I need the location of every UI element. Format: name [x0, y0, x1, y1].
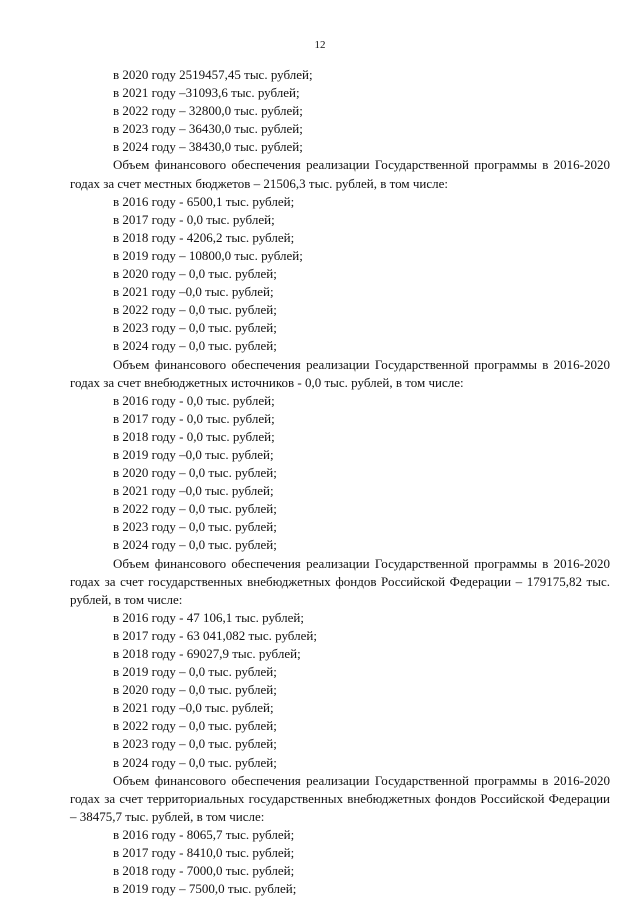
- year-line: в 2024 году – 0,0 тыс. рублей;: [113, 754, 277, 770]
- year-line: в 2018 году - 4206,2 тыс. рублей;: [113, 229, 295, 245]
- year-line: в 2017 году - 0,0 тыс. рублей;: [113, 410, 275, 426]
- year-list-territorial: [70, 826, 610, 898]
- year-line: в 2024 году – 38430,0 тыс. рублей;: [113, 139, 303, 155]
- year-line: в 2018 году - 7000,0 тыс. рублей;: [113, 863, 295, 879]
- year-line: в 2019 году –0,0 тыс. рублей;: [113, 446, 274, 462]
- year-line: в 2017 году - 0,0 тыс. рублей;: [113, 211, 275, 227]
- year-line: в 2019 году – 10800,0 тыс. рублей;: [113, 247, 303, 263]
- year-line: в 2020 году – 0,0 тыс. рублей;: [113, 682, 277, 698]
- year-line: в 2018 году - 69027,9 тыс. рублей;: [113, 646, 301, 661]
- paragraph-offbudget-sources: Объем финансового обеспечения реализации Государственной программы в 2016-2020 годах за счет внебюджетных источников - 0,0 тыс. рублей, в том числе:: [70, 356, 610, 390]
- year-line: в 2021 году –0,0 тыс. рублей;: [113, 284, 274, 300]
- year-line: в 2022 году – 0,0 тыс. рублей;: [113, 501, 277, 517]
- year-line: в 2024 году – 0,0 тыс. рублей;: [113, 537, 277, 553]
- paragraph-local-budgets: Объем финансового обеспечения реализации Государственной программы в 2016-2020 годах за счет местных бюджетов – 21506,3 тыс. рублей, в том числе:: [70, 157, 610, 191]
- year-line: в 2016 году - 47 106,1 тыс. рублей;: [113, 609, 304, 625]
- page-number: 12: [314, 39, 326, 51]
- year-line: в 2023 году – 0,0 тыс. рублей;: [113, 736, 277, 752]
- year-line: в 2018 году - 0,0 тыс. рублей;: [113, 428, 275, 444]
- year-list-offbudget: [70, 392, 610, 555]
- year-line: в 2016 году - 6500,1 тыс. рублей;: [113, 193, 295, 209]
- year-line: в 2016 году - 0,0 тыс. рублей;: [113, 392, 275, 408]
- year-line: в 2019 году – 7500,0 тыс. рублей;: [113, 881, 297, 897]
- year-line: в 2020 году – 0,0 тыс. рублей;: [113, 266, 277, 282]
- year-line: в 2021 году –0,0 тыс. рублей;: [113, 700, 274, 716]
- year-list-regional: [70, 66, 610, 156]
- year-list-state-funds: [70, 609, 610, 772]
- year-line: в 2019 году – 0,0 тыс. рублей;: [113, 664, 277, 680]
- year-line: в 2023 году – 0,0 тыс. рублей;: [113, 519, 277, 535]
- year-line: в 2024 году – 0,0 тыс. рублей;: [113, 338, 277, 354]
- year-line: в 2021 году –0,0 тыс. рублей;: [113, 483, 274, 499]
- year-line: в 2017 году - 8410,0 тыс. рублей;: [113, 845, 295, 861]
- year-line: в 2017 году - 63 041,082 тыс. рублей;: [113, 627, 317, 643]
- year-line: в 2020 году 2519457,45 тыс. рублей;: [113, 67, 313, 82]
- paragraph-state-funds: Объем финансового обеспечения реализации Государственной программы в 2016-2020 годах за счет государственных внебюджетных фондов Российской Федерации – 179175,82 тыс. рублей, в том числе:: [70, 555, 610, 607]
- year-line: в 2020 году – 0,0 тыс. рублей;: [113, 465, 277, 481]
- year-line: в 2022 году – 0,0 тыс. рублей;: [113, 302, 277, 318]
- year-line: в 2016 году - 8065,7 тыс. рублей;: [113, 826, 295, 842]
- year-line: в 2021 году –31093,6 тыс. рублей;: [113, 85, 300, 101]
- paragraph-territorial-funds: Объем финансового обеспечения реализации Государственной программы в 2016-2020 годах за счет территориальных государственных внебюджетных фондов Российской Федерации – 38475,7 тыс. рублей, в том числе:: [70, 772, 610, 824]
- year-line: в 2022 году – 32800,0 тыс. рублей;: [113, 103, 303, 119]
- document-body: [70, 66, 610, 898]
- year-line: в 2023 году – 0,0 тыс. рублей;: [113, 320, 277, 336]
- year-line: в 2023 году – 36430,0 тыс. рублей;: [113, 121, 303, 137]
- year-line: в 2022 году – 0,0 тыс. рублей;: [113, 718, 277, 734]
- year-list-local: [70, 193, 610, 356]
